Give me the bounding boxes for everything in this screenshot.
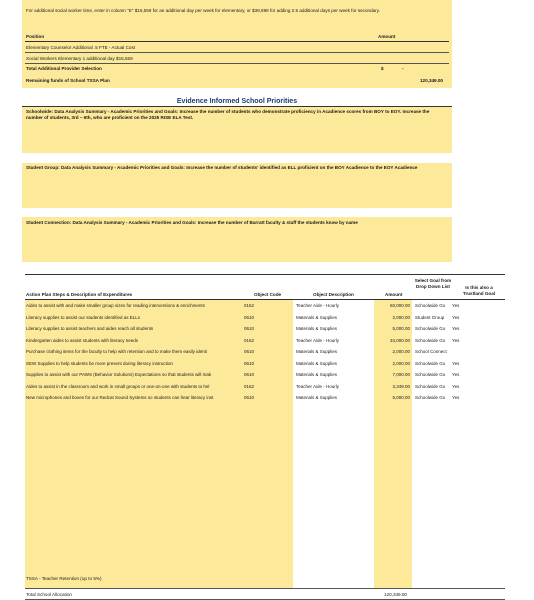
row-object-desc: Teacher Aide - Hourly: [296, 383, 340, 389]
row-divider: [25, 63, 449, 64]
provider-row: Elementary Counselor Additional .5 FTE - Actual Cost: [26, 45, 136, 50]
student-connection-text: [26, 220, 442, 226]
row-goal: Student Group: [415, 314, 445, 320]
remaining-value: 120,349.00: [420, 78, 443, 83]
header-object-desc: Object Description: [313, 292, 354, 297]
position-header: Position: [26, 34, 45, 39]
row-amount: 7,000.00: [392, 372, 410, 377]
row-amount: 60,000.00: [389, 303, 410, 308]
header-object-code: Object Code: [254, 292, 282, 297]
row-amount: 34,000.00: [389, 337, 410, 343]
table-row: [25, 325, 505, 334]
row-object-code: 0610: [244, 372, 255, 377]
row-step: Supplies to assist with our PAWS (Behavior Solutions) Expectations so that students will mak: [26, 372, 212, 377]
table-bottom-rule: [25, 588, 505, 589]
row-goal: School Connect: [415, 349, 447, 354]
row-amount: 2,000.00: [392, 349, 410, 354]
student-group-text: [26, 165, 442, 171]
retention-label: TSSA - Teacher Retention (up to 5%): [26, 576, 102, 581]
header-trustland: Is this also a Trustland Goal: [462, 285, 496, 296]
total-allocation-value: 120,349.00: [384, 592, 407, 597]
row-goal: Schoolwide Go: [415, 337, 446, 343]
row-goal: Schoolwide Go: [415, 383, 446, 389]
row-goal: Schoolwide Go: [415, 360, 446, 366]
row-object-code: 0162: [244, 337, 255, 343]
table-row: [25, 394, 505, 403]
header-amount: Amount: [385, 292, 403, 297]
table-row: [25, 348, 505, 357]
row-goal: Schoolwide Go: [415, 303, 446, 308]
intro-note: For additional social worker time, enter in column "E" $15,559 for an additional day per week for elementary, or $38,898 for adding 2.5 additional days per week for secondary.: [26, 8, 380, 13]
row-amount: 5,000.00: [392, 326, 410, 331]
row-object-code: 0162: [244, 303, 255, 308]
row-object-desc: Teacher Aide - Hourly: [296, 337, 340, 343]
table-row: [25, 337, 505, 346]
remaining-label: Remaining funds of School TSSA Plan: [26, 78, 110, 83]
row-object-code: 0610: [244, 349, 255, 354]
row-step: New microphones and boxes for our Redcat Sound Systems so students can hear literacy inst: [26, 395, 214, 400]
row-step: Kindergarten aides to assist students with literacy needs: [26, 337, 139, 343]
row-trustland: Yes: [452, 337, 460, 343]
row-object-code: 0610: [244, 314, 255, 320]
row-object-desc: Materials & Supplies: [296, 372, 338, 377]
table-row: [25, 314, 505, 323]
row-goal: Schoolwide Go: [415, 372, 446, 377]
row-step: Aides to assist with and make smaller group sizes for reading interventions & enrichments: [26, 303, 205, 308]
row-object-code: 0610: [244, 360, 255, 366]
row-step: Literacy supplies to assist our students identified as ELLs: [26, 314, 141, 320]
student-connection-label: Student Connection:: [26, 220, 72, 225]
schoolwide-label: Schoolwide:: [26, 109, 54, 114]
total-allocation-label: Total School Allocation: [26, 592, 72, 597]
row-object-desc: Teacher Aide - Hourly: [296, 303, 340, 308]
header-steps: Action Plan Steps & Description of Expenditures: [26, 292, 133, 297]
student-connection-body: Data Analysis Summary - Academic Priorities and Goals: Increase the number of Barratt faculty & staff the students know by name: [72, 220, 358, 225]
row-amount: 3,349.00: [392, 383, 410, 389]
schoolwide-text: [26, 109, 442, 120]
student-group-body: Data Analysis Summary - Academic Priorities and Goals: Increase the number of students' identified as ELL proficient on the BOY Acadience to the EOY Acadience: [60, 165, 418, 170]
section-title: Evidence Informed School Priorities: [176, 98, 298, 105]
row-amount: 2,000.00: [392, 314, 410, 320]
student-group-label: Student Group:: [26, 165, 60, 170]
row-step: Aides to assist in the classroom and work in small groups or one-on-one with students to hel: [26, 383, 210, 389]
row-step: SEW Supplies to help students be more present during literacy instruction: [26, 360, 173, 366]
schoolwide-body: Data Analysis Summary - Academic Priorities and Goals: Increase the number of students who demonstrate proficiency in Acadience scores from BOY to EOY. Increase the number of students, 3rd – 6th, who are proficient on the 2025 RISE ELA Test.: [26, 109, 430, 120]
provider-row: Social Workers Elementary 1 additional day $15,559: [26, 56, 133, 61]
table-row: [25, 371, 505, 380]
row-object-desc: Materials & Supplies: [296, 326, 338, 331]
amount-header: Amount: [378, 34, 396, 39]
header-goal: Select Goal from Drop Down List: [414, 278, 452, 289]
table-row: [25, 360, 505, 369]
total-provider-currency: $: [381, 66, 384, 71]
table-row: [25, 302, 505, 311]
row-trustland: Yes: [452, 395, 460, 400]
row-trustland: Yes: [452, 383, 460, 389]
row-trustland: Yes: [452, 326, 460, 331]
table-row: [25, 383, 505, 392]
row-object-desc: Materials & Supplies: [296, 314, 338, 320]
row-step: Purchase clothing items for the faculty to help with retention and to make them easily identi: [26, 349, 207, 354]
row-object-code: 0162: [244, 383, 255, 389]
row-goal: Schoolwide Go: [415, 326, 446, 331]
row-divider: [25, 52, 449, 53]
row-amount: 2,000.00: [392, 360, 410, 366]
row-amount: 5,000.00: [392, 395, 410, 400]
row-trustland: Yes: [452, 372, 460, 377]
row-trustland: Yes: [452, 303, 460, 308]
row-object-code: 0610: [244, 395, 255, 400]
total-provider-value: -: [402, 66, 404, 71]
table-top-rule: [25, 274, 505, 275]
row-object-desc: Materials & Supplies: [296, 395, 338, 400]
total-provider-label: Total Additional Provider Selection: [26, 66, 102, 71]
row-object-desc: Materials & Supplies: [296, 349, 338, 354]
row-trustland: Yes: [452, 360, 460, 366]
row-goal: Schoolwide Go: [415, 395, 446, 400]
row-object-desc: Materials & Supplies: [296, 360, 338, 366]
table-header-rule: [25, 299, 505, 300]
header-divider: [25, 41, 449, 42]
row-trustland: Yes: [452, 314, 460, 320]
row-step: Literacy supplies to assist teachers and aides reach all students: [26, 326, 154, 331]
row-object-code: 0610: [244, 326, 255, 331]
